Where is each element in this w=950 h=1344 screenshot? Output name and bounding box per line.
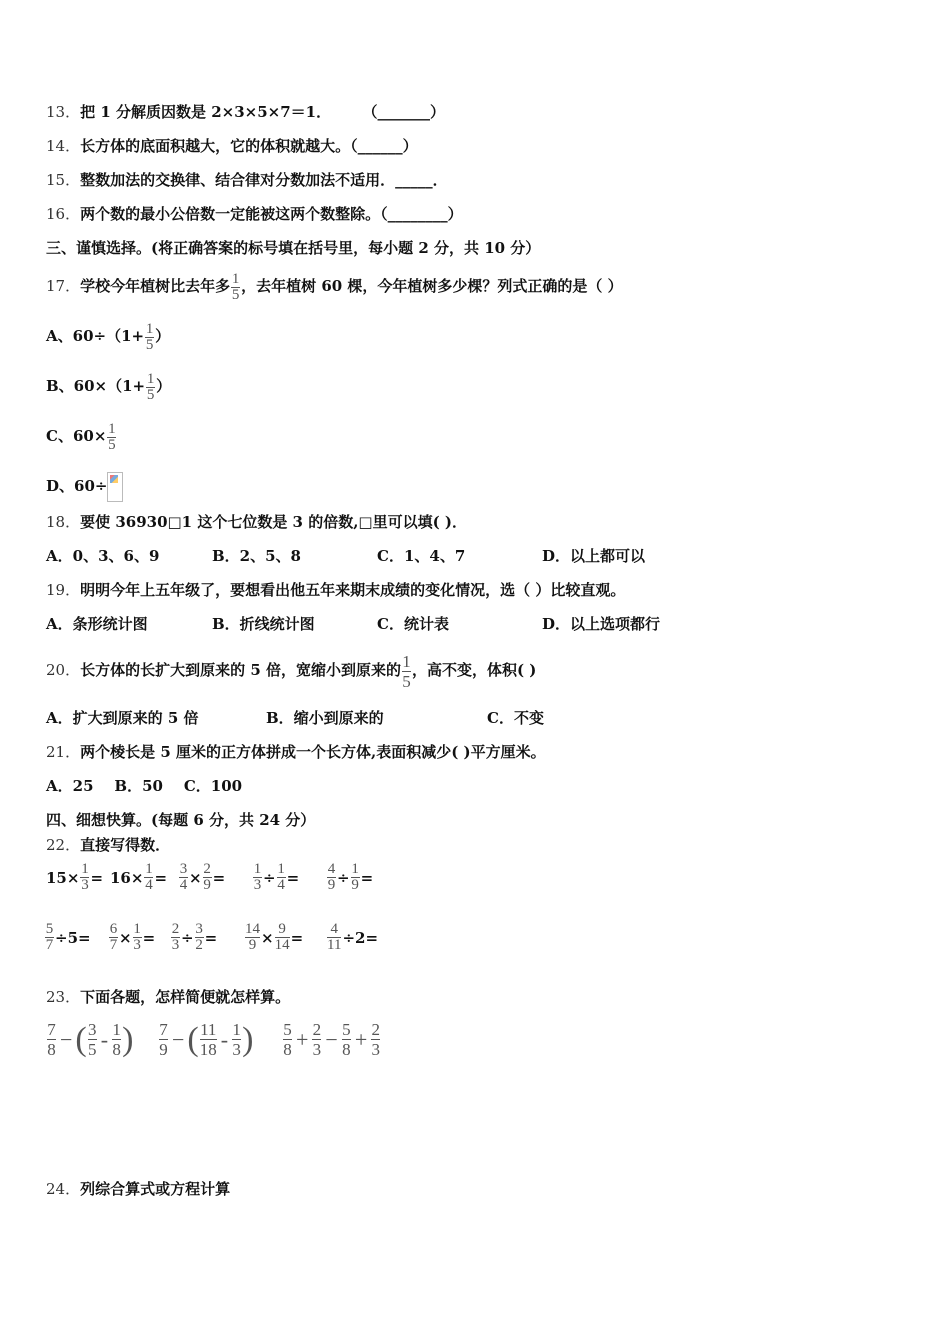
section-4-heading: 四、细想快算。(每题 6 分，共 24 分）	[46, 811, 316, 829]
answer-blank: （_______）	[362, 103, 445, 121]
question-number: 21．	[46, 743, 81, 761]
calc-item: $\frac{4}{9}$ ÷ $\frac{1}{9}$ =	[327, 861, 374, 893]
question-text: 两个棱长是 5 厘米的正方体拼成一个长方体,表面积减少( )平方厘米。	[80, 743, 546, 761]
question-number: 18．	[46, 513, 81, 531]
question-text: 下面各题，怎样简便就怎样算。	[80, 988, 291, 1006]
question-number: 14．	[46, 137, 81, 155]
question-text: ，高不变，体积( )	[411, 661, 537, 679]
fraction-one-fifth: $\frac{1}{5}$	[402, 651, 411, 691]
calc-item: $\frac{3}{4}$ × $\frac{2}{9}$ =	[179, 861, 226, 893]
calc-item: 15× $\frac{1}{3}$ =	[46, 861, 104, 893]
question-15	[46, 170, 448, 190]
option-a: A．扩大到原来的 5 倍	[46, 709, 199, 727]
calc-item: $\frac{14}{9}$ × $\frac{9}{14}$ =	[245, 921, 304, 953]
question-number: 13．	[46, 103, 81, 121]
calc-item: $\frac{6}{7}$ × $\frac{1}{3}$ =	[109, 921, 156, 953]
question-text: 长方体的长扩大到原来的 5 倍，宽缩小到原来的	[80, 661, 401, 679]
question-text: 学校今年植树比去年多	[80, 277, 231, 295]
question-number: 19．	[46, 581, 81, 599]
fraction-one-fifth: $\frac{1}{5}$	[231, 270, 240, 303]
question-number: 23．	[46, 988, 81, 1006]
option-c: C．统计表	[377, 615, 449, 633]
question-number: 17．	[46, 277, 81, 295]
question-number: 20．	[46, 661, 81, 679]
expression-1: $\frac{7}{8}$ − ( $\frac{3}{5}$ - $\frac{1}{8}$ )	[47, 1020, 134, 1059]
fraction-one-fifth: $\frac{1}{5}$	[146, 370, 155, 403]
question-23	[46, 987, 290, 1007]
expression-2: $\frac{7}{9}$ − ( $\frac{11}{18}$ - $\frac{1}{3}$ )	[159, 1020, 254, 1059]
section-3-heading: 三、谨慎选择。(将正确答案的标号填在括号里，每小题 2 分，共 10 分）	[46, 239, 541, 257]
option-a: A．条形统计图	[46, 615, 148, 633]
question-13	[46, 102, 445, 122]
question-21	[46, 742, 546, 762]
question-24	[46, 1179, 230, 1199]
question-20	[46, 645, 536, 695]
calc-item: 16× $\frac{1}{4}$ =	[110, 861, 168, 893]
calc-item: $\frac{4}{11}$ ÷2=	[327, 921, 379, 953]
option-c: C．不变	[487, 709, 544, 727]
option-a: A．0、3、6、9	[46, 547, 160, 565]
option-d: D．以上选项都行	[542, 615, 661, 633]
option-d: D、60÷	[46, 466, 123, 506]
question-text: 直接写得数．	[80, 836, 171, 854]
question-text: 两个数的最小公倍数一定能被这两个数整除。（________）	[80, 205, 463, 223]
fraction-one-fifth: $\frac{1}{5}$	[108, 420, 116, 453]
question-number: 22．	[46, 836, 81, 854]
question-16	[46, 204, 463, 224]
calc-item: $\frac{2}{3}$ ÷ $\frac{3}{2}$ =	[171, 921, 218, 953]
question-text: ，去年植树 60 棵，今年植树多少棵？列式正确的是（ ）	[241, 277, 623, 295]
question-text: 列综合算式或方程计算	[80, 1180, 231, 1198]
question-text: 长方体的底面积越大，它的体积就越大。（______）	[80, 137, 418, 155]
question-18	[46, 512, 467, 532]
option-b: B．缩小到原来的	[266, 709, 384, 727]
calc-item: $\frac{1}{3}$ ÷ $\frac{1}{4}$ =	[253, 861, 300, 893]
option-a: A、60÷（1+ $\frac{1}{5}$ ）	[46, 320, 171, 353]
question-19	[46, 580, 625, 600]
option-b: B、60×（1+ $\frac{1}{5}$ ）	[46, 370, 172, 403]
question-number: 24．	[46, 1180, 81, 1198]
option-b: B．折线统计图	[212, 615, 315, 633]
broken-image-icon	[107, 472, 123, 502]
options-row: A．25 B．50 C．100	[46, 777, 243, 795]
fraction-one-fifth: $\frac{1}{5}$	[145, 320, 154, 353]
question-number: 15．	[46, 171, 81, 189]
option-b: B．2、5、8	[212, 547, 301, 565]
calc-item: $\frac{5}{7}$ ÷5=	[45, 921, 91, 953]
question-14	[46, 136, 418, 156]
question-text: 明明今年上五年级了，要想看出他五年来期末成绩的变化情况，选（ ）比较直观。	[80, 581, 626, 599]
expression-3: $\frac{5}{8}$ + $\frac{2}{3}$ − $\frac{5}{8}$ + $\frac{2}{3}$	[283, 1020, 381, 1059]
question-17	[46, 266, 623, 306]
option-c: C．1、4、7	[377, 547, 466, 565]
question-text: 整数加法的交换律、结合律对分数加法不适用．_____．	[80, 171, 448, 189]
question-text: 要使 36930□1 这个七位数是 3 的倍数,□里可以填( )．	[80, 513, 468, 531]
option-c: C、60× $\frac{1}{5}$	[46, 420, 116, 453]
option-d: D．以上都可以	[542, 547, 646, 565]
question-text: 把 1 分解质因数是 2×3×5×7＝1．	[80, 103, 332, 121]
question-number: 16．	[46, 205, 81, 223]
question-22	[46, 835, 170, 855]
